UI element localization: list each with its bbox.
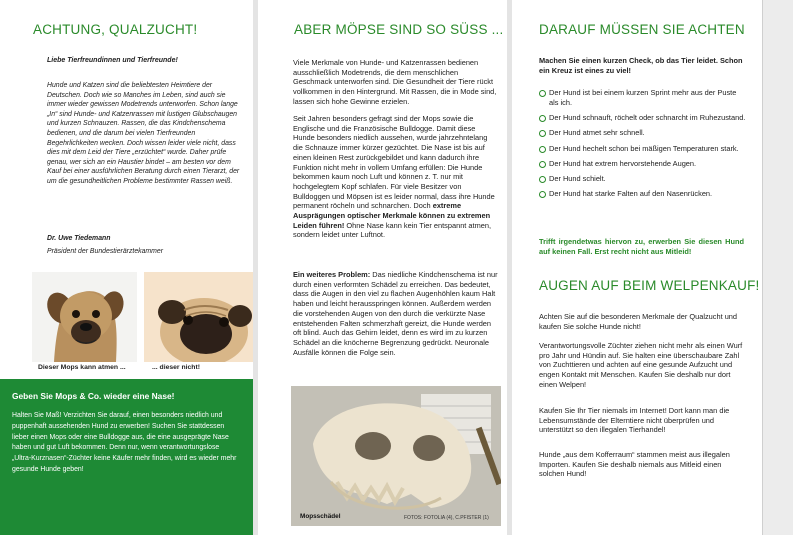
box-title: Geben Sie Mops & Co. wieder eine Nase!: [12, 391, 175, 401]
checklist-item[interactable]: [539, 189, 747, 199]
page-edge: [762, 0, 793, 535]
heading-achtung: ACHTUNG, QUALZUCHT!: [33, 22, 198, 37]
column-left: [0, 0, 253, 535]
checklist-item-text: Der Hund schnauft, röchelt oder schnarcht im Ruhezustand.: [549, 113, 746, 122]
checklist-item[interactable]: [539, 128, 747, 138]
heading-moepse: ABER MÖPSE SIND SO SÜSS ...: [294, 22, 504, 37]
checklist-item[interactable]: [539, 159, 747, 169]
checklist-item[interactable]: [539, 174, 747, 184]
checklist-item-text: Der Hund atmet sehr schnell.: [549, 128, 645, 138]
greeting: Liebe Tierfreundinnen und Tierfreunde!: [47, 57, 178, 64]
checklist-item-text: Der Hund hechelt schon bei mäßigen Temperaturen stark.: [549, 143, 739, 153]
heading-achten: DARAUF MÜSSEN SIE ACHTEN: [539, 22, 745, 37]
column-middle: [258, 0, 507, 535]
checklist-item-text: Der Hund schielt.: [549, 174, 606, 184]
skull-photo-graphic: [291, 386, 501, 526]
circle-bullet-icon: [539, 161, 546, 168]
checklist-item[interactable]: [539, 88, 747, 107]
circle-bullet-icon: [539, 191, 546, 198]
circle-bullet-icon: [539, 130, 546, 137]
photo-mops-skull: [291, 386, 501, 526]
caption-left: Dieser Mops kann atmen ...: [38, 364, 126, 371]
circle-bullet-icon: [539, 90, 546, 97]
paragraph-bulldogge-bold: extreme Ausprägungen optischer Merkmale können zu extremen Leiden führen!: [293, 201, 491, 230]
skull-caption: Mopsschädel: [300, 513, 341, 520]
check-intro: Machen Sie einen kurzen Check, ob das Tier leidet. Schon ein Kreuz ist eines zu viel!: [539, 56, 743, 75]
welpen-paragraph-2: Verantwortungsvolle Züchter ziehen nicht mehr als einen Wurf pro Jahr und Hündin auf. Sie halten eine überschaubare Zahl von Zuchttieren und achten auf eine gesunde Aufzucht und engen Kontakt mit Menschen. Kaufen Sie deshalb nur dort einen Welpen!: [539, 341, 743, 389]
caption-right: ... dieser nicht!: [152, 364, 200, 371]
circle-bullet-icon: [539, 146, 546, 153]
checklist: [539, 88, 747, 205]
paragraph-modetrends: Viele Merkmale von Hunde- und Katzenrassen bedienen ausschließlich Modetrends, die dem menschlichen Geschmack unterworfen sind. Die Gesundheit der Tiere rückt vollkommen in den Hintergrund. Mit Rassen, die in Mode sind, lassen sich hohe Gewinne erzielen.: [293, 58, 497, 106]
green-info-box: [0, 379, 253, 535]
column-right: [512, 0, 762, 535]
circle-bullet-icon: [539, 115, 546, 122]
dog-photo-2-graphic: [144, 272, 253, 362]
warning-text: Trifft irgendetwas hiervon zu, erwerben Sie diesen Hund auf keinen Fall. Erst recht nicht aus Mitleid!: [539, 237, 744, 256]
checklist-item[interactable]: [539, 144, 747, 154]
welpen-paragraph-4: Hunde „aus dem Kofferraum“ stammen meist aus illegalen Importen. Kaufen Sie deshalb niemals aus Mitleid einen solchen Hund!: [539, 450, 730, 479]
photo-credit: FOTOS: FOTOLIA (4), C.PFISTER (1): [404, 515, 489, 521]
welpen-paragraph-3: Kaufen Sie Ihr Tier niemals im Internet! Dort kann man die Lebensumstände der Elterntiere nicht überprüfen und unterstützt so den illegalen Tierhandel!: [539, 406, 730, 435]
welpen-paragraph-1: Achten Sie auf die besonderen Merkmale der Qualzucht und kaufen Sie solche Hunde nicht!: [539, 312, 738, 331]
checklist-item[interactable]: [539, 113, 747, 123]
checklist-item-text: Der Hund hat extrem hervorstehende Augen.: [549, 158, 697, 168]
checklist-item-text: Der Hund ist bei einem kurzen Sprint mehr aus der Puste als ich.: [549, 88, 737, 107]
paragraph-problem: [293, 270, 498, 357]
paragraph-bulldogge-end: Ohne Nase kann kein Tier entspannt atmen, sondern leidet unter Luftnot.: [293, 220, 492, 240]
problem-label: Ein weiteres Problem:: [293, 270, 371, 279]
circle-bullet-icon: [539, 176, 546, 183]
photo-mops-flat-face: [144, 272, 253, 362]
problem-text: Das niedliche Kindchenschema ist nur durch einen verformten Schädel zu erreichen. Das bedeutet, dass die Augen in den viel zu flachen Augenhöhlen kaum Halt haben und leicht herausspringen können. Außerdem werden die vorstehenden Augen von den durch die verkürzte Nase entstehenden Falten schmerzhaft gereizt, die Hunde werden oft blind. Auch das Gehirn leidet, denn es wird im zu kurzen Schädel an die knöcherne Begrenzung gedrückt. Neuronale Ausfälle können die Folge sein.: [293, 270, 498, 357]
signature-name: Dr. Uwe Tiedemann: [47, 235, 111, 242]
paragraph-bulldogge: [293, 114, 498, 240]
heading-welpenkauf: AUGEN AUF BEIM WELPENKAUF!: [539, 278, 760, 293]
box-text: Halten Sie Maß! Verzichten Sie darauf, einen besonders niedlich und puppenhaft aussehenden Hund zu erwerben! Suchen Sie stattdessen lieber einen Mops oder eine Bulldogge aus, die eine ausgeprägte Nase haben und gut Luft bekommen. Denn nur, wenn verantwortungslose „Ultra-Kurznasen“-Züchter keine Käufer mehr finden, wird es wieder mehr gesunde Hunde geben!: [12, 412, 237, 473]
dog-photo-1-graphic: [32, 272, 137, 362]
checklist-item-text: Der Hund hat starke Falten auf den Nasenrücken.: [549, 189, 713, 199]
signature-title: Präsident der Bundestierärztekammer: [47, 248, 164, 255]
intro-text: Hunde und Katzen sind die beliebtesten Heimtiere der Deutschen. Doch wie so Manches im Leben, sind auch sie immer wieder gewissen Modetrends unterworfen. Schon lange „In“ sind Hunde- und Katzenrassen mit lustigen Glubschaugen und kurzen Schnauzen. Rassen, die das Kindchenschema bedienen, und die darum bei vielen Tierfreunden Begehrlichkeiten wecken. Doch wissen leider viele nicht, dass dies mit dem Leid der Tiere „erzüchtet“ wurde. Daher prüfe genau, wer sich an ein Haustier bindet – am besten vor dem Kauf bei einer ausführlichen Beratung durch einen Tierarzt, der um die gesundheitlichen Probleme bestimmter Rassen weiß.: [47, 82, 240, 185]
paragraph-bulldogge-text: Seit Jahren besonders gefragt sind der Mops sowie die Englische und die Französische Bulldogge. Damit diese Hunde besonders niedlich aussehen, wurde jahrzehntelang die Schnauze immer kürzer gezüchtet. Die Nase ist bis auf einen kleinen Rest zurückgebildet und kann dadurch ihre Funktion nicht mehr in vollem Umfang erfüllen: Die Hunde bekommen kaum noch Luft und können z. T. nur mit hochgelegtem Kopf schlafen. Für viele Besitzer von Bulldoggen und Möpsen ist es leider normal, dass ihre Hunde permanent röcheln und schnarchen. Doch: [293, 114, 495, 211]
photo-mops-long-nose: [32, 272, 137, 362]
